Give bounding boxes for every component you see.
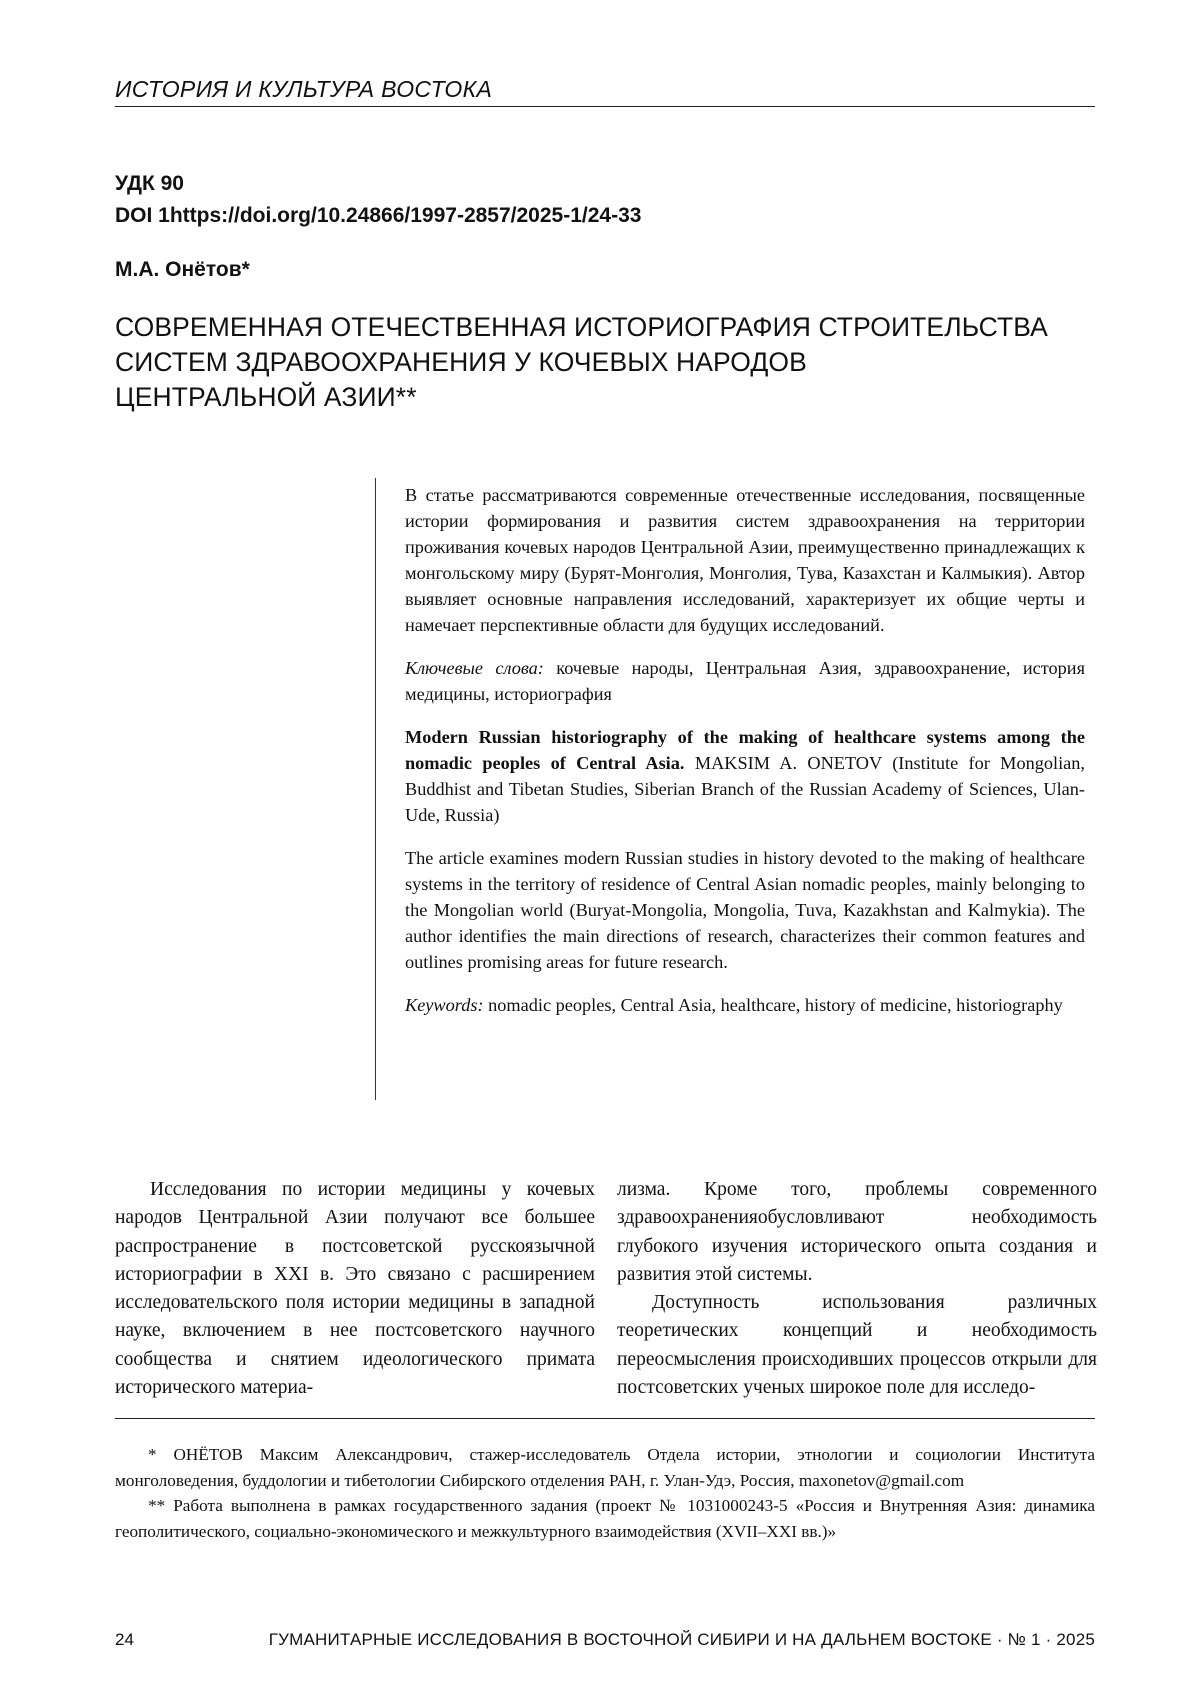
udk-code: УДК 90: [115, 172, 184, 195]
body-paragraph-3: Доступность использования различных теоретических концепций и необходимость переосмысления происходивших процессов открыли для постсоветских ученых широкое поле для исследо-: [617, 1292, 1097, 1399]
abstract-block: [405, 482, 1085, 1018]
abstract-divider: [375, 478, 376, 1100]
body-paragraph-2: лизма. Кроме того, проблемы современного здравоохраненияобусловливают необходимость глубокого изучения исторического опыта создания и развития этой системы.: [617, 1179, 1097, 1285]
title-line-1: СОВРЕМЕННАЯ ОТЕЧЕСТВЕННАЯ ИСТОРИОГРАФИЯ СТРОИТЕЛЬСТВА: [115, 312, 1048, 342]
footnotes: [115, 1442, 1095, 1544]
ru-keywords-list: кочевые народы, Центральная Азия, здравоохранение, история медицины, историография: [405, 658, 1085, 704]
header-divider: [115, 106, 1095, 107]
abstract-ru-keywords: [405, 655, 1085, 707]
abstract-en-heading: [405, 724, 1085, 828]
footnote-funding: ** Работа выполнена в рамках государственного задания (проект № 1031000243-5 «Россия и Внутренняя Азия: динамика геополитического, социально-экономического и межкультурного взаимодействия (XVII–XXI вв.)»: [115, 1496, 1095, 1541]
title-line-3: ЦЕНТРАЛЬНОЙ АЗИИ**: [115, 382, 417, 412]
body-column-left: [115, 1176, 595, 1402]
title-line-2: СИСТЕМ ЗДРАВООХРАНЕНИЯ У КОЧЕВЫХ НАРОДОВ: [115, 347, 807, 377]
body-paragraph-1: Исследования по истории медицины у кочевых народов Центральной Азии получают все большее распространение в постсоветской русскоязычной историографии в XXI в. Это связано с расширением исследовательского поля истории медицины в западной науке, включением в нее постсоветского научного сообщества и снятием идеологического примата исторического материа-: [115, 1179, 595, 1399]
body-column-right: [617, 1176, 1097, 1402]
author-name: М.А. Онётов*: [115, 258, 250, 281]
abstract-ru-text: В статье рассматриваются современные отечественные исследования, посвященные истории формирования и развития систем здравоохранения на территории проживания кочевых народов Центральной Азии, преимущественно принадлежащих к монгольскому миру (Бурят-Монголия, Монголия, Тува, Казахстан и Калмыкия). Автор выявляет основные направления исследований, характеризует их общие черты и намечает перспективные области для будущих исследований.: [405, 485, 1085, 635]
article-title: [115, 310, 1105, 415]
en-keywords-label: Keywords:: [405, 995, 484, 1015]
abstract-en-text: The article examines modern Russian studies in history devoted to the making of healthcare systems in the territory of residence of Central Asian nomadic peoples, mainly belonging to the Mongolian world (Buryat-Mongolia, Mongolia, Tuva, Kazakhstan and Kalmykia). The author identifies the main directions of research, characterizes their common features and outlines promising areas for future research.: [405, 848, 1085, 972]
en-author: MAKSIM A. ONETOV (Institute for Mongolian, Buddhist and Tibetan Studies, Siberian Branch of the Russian Academy of Sciences, Ulan-Ude, Russia): [405, 753, 1085, 825]
footnote-divider: [115, 1418, 1095, 1419]
ru-keywords-label: Ключевые слова:: [405, 658, 544, 678]
journal-footer: ГУМАНИТАРНЫЕ ИССЛЕДОВАНИЯ В ВОСТОЧНОЙ СИБИРИ И НА ДАЛЬНЕМ ВОСТОКЕ · № 1 · 2025: [268, 1630, 1095, 1649]
doi-link[interactable]: DOI 1https://doi.org/10.24866/1997-2857/2025-1/24-33: [115, 204, 642, 227]
abstract-en-keywords: [405, 992, 1085, 1018]
running-head: ИСТОРИЯ И КУЛЬТУРА ВОСТОКА: [115, 76, 493, 102]
page-number: 24: [115, 1630, 134, 1649]
en-keywords-list: nomadic peoples, Central Asia, healthcare, history of medicine, historiography: [488, 995, 1063, 1015]
en-title: Modern Russian historiography of the making of healthcare systems among the nomadic peoples of Central Asia.: [405, 727, 1085, 773]
footnote-author: * ОНЁТОВ Максим Александрович, стажер-исследователь Отдела истории, этнологии и социологии Института монголоведения, буддологии и тибетологии Сибирского отделения РАН, г. Улан-Удэ, Россия, maxonetov@gmail.com: [115, 1445, 1095, 1490]
